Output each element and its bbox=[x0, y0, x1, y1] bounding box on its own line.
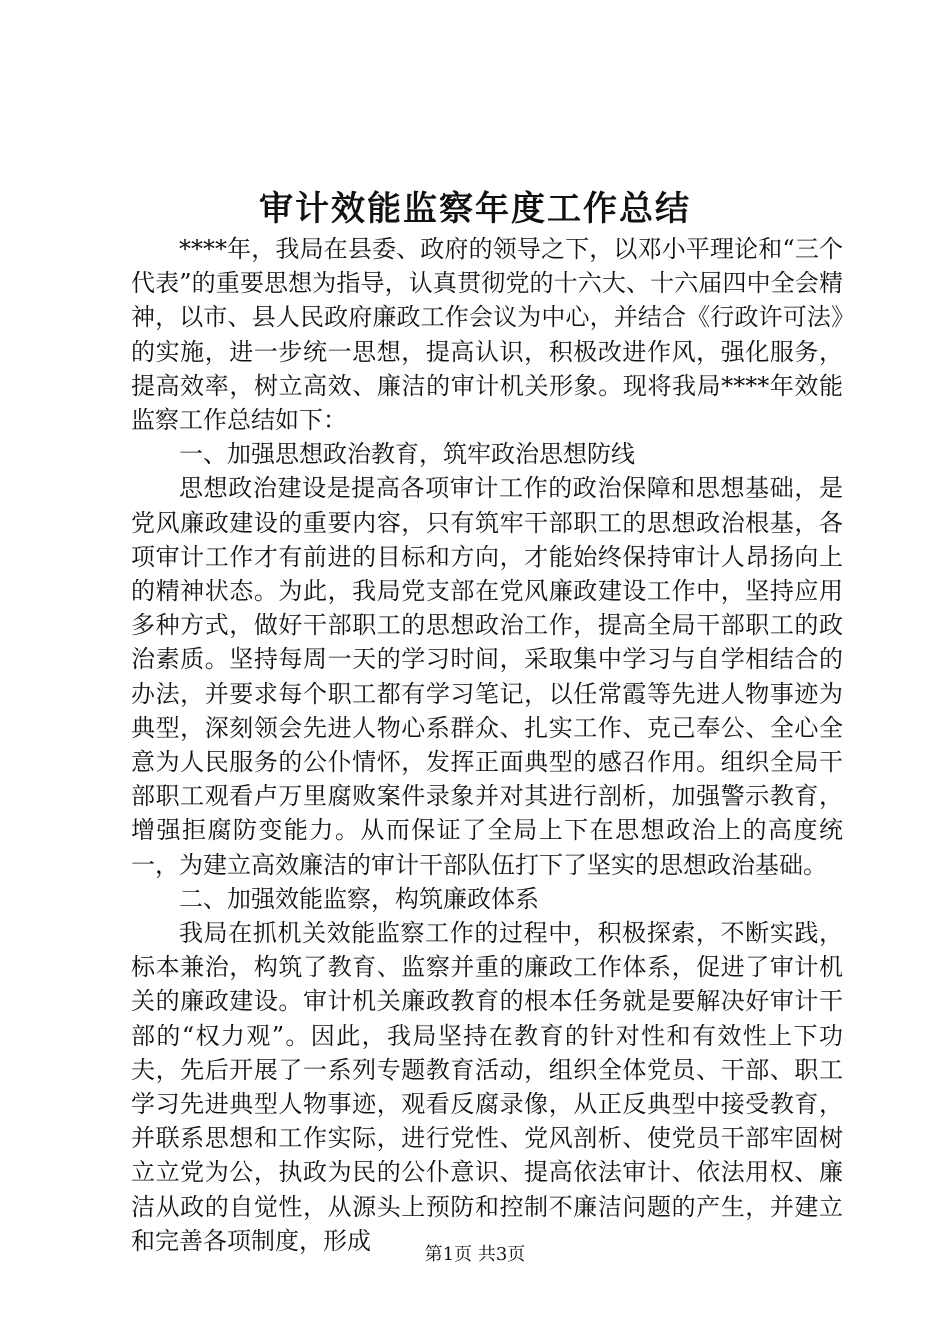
page-footer: 第1页 共3页 bbox=[424, 1244, 526, 1265]
paragraph-section-2: 我局在抓机关效能监察工作的过程中，积极探索，不断实践，标本兼治，构筑了教育、监察并重的廉政工作体系，促进了审计机关的廉政建设。审计机关廉政教育的根本任务就是要解决好审计干部的“权力观”。因此，我局坚持在教育的针对性和有效性上下功夫，先后开展了一系列专题教育活动，组织全体党员、干部、职工学习先进典型人物事迹，观看反腐录像，从正反典型中接受教育，并联系思想和工作实际，进行党性、党风剖析、使党员干部牢固树立立党为公，执政为民的公仆意识、提高依法审计、依法用权、廉洁从政的自觉性，从源头上预防和控制不廉洁问题的产生，并建立和完善各项制度，形成 bbox=[131, 919, 843, 1255]
document-title: 审计效能监察年度工作总结 bbox=[259, 189, 691, 229]
paragraph-intro: ****年，我局在县委、政府的领导之下，以邓小平理论和“三个代表”的重要思想为指导，认真贯彻党的十六大、十六届四中全会精神，以市、县人民政府廉政工作会议为中心，并结合《行政许可法》的实施，进一步统一思想，提高认识，积极改进作风，强化服务，提高效率，树立高效、廉洁的审计机关形象。现将我局****年效能监察工作总结如下： bbox=[131, 235, 843, 435]
section-heading-1: 一、加强思想政治教育，筑牢政治思想防线 bbox=[179, 440, 635, 469]
section-heading-2: 二、加强效能监察，构筑廉政体系 bbox=[179, 884, 539, 913]
paragraph-section-1: 思想政治建设是提高各项审计工作的政治保障和思想基础，是党风廉政建设的重要内容，只有筑牢干部职工的思想政治根基，各项审计工作才有前进的目标和方向，才能始终保持审计人昂扬向上的精神状态。为此，我局党支部在党风廉政建设工作中，坚持应用多种方式，做好干部职工的思想政治工作，提高全局干部职工的政治素质。坚持每周一天的学习时间，采取集中学习与自学相结合的办法，并要求每个职工都有学习笔记，以任常霞等先进人物事迹为典型，深刻领会先进人物心系群众、扎实工作、克己奉公、全心全意为人民服务的公仆情怀，发挥正面典型的感召作用。组织全局干部职工观看卢万里腐败案件录象并对其进行剖析，加强警示教育，增强拒腐防变能力。从而保证了全局上下在思想政治上的高度统一，为建立高效廉洁的审计干部队伍打下了坚实的思想政治基础。 bbox=[131, 474, 843, 879]
document-body bbox=[131, 232, 843, 1258]
